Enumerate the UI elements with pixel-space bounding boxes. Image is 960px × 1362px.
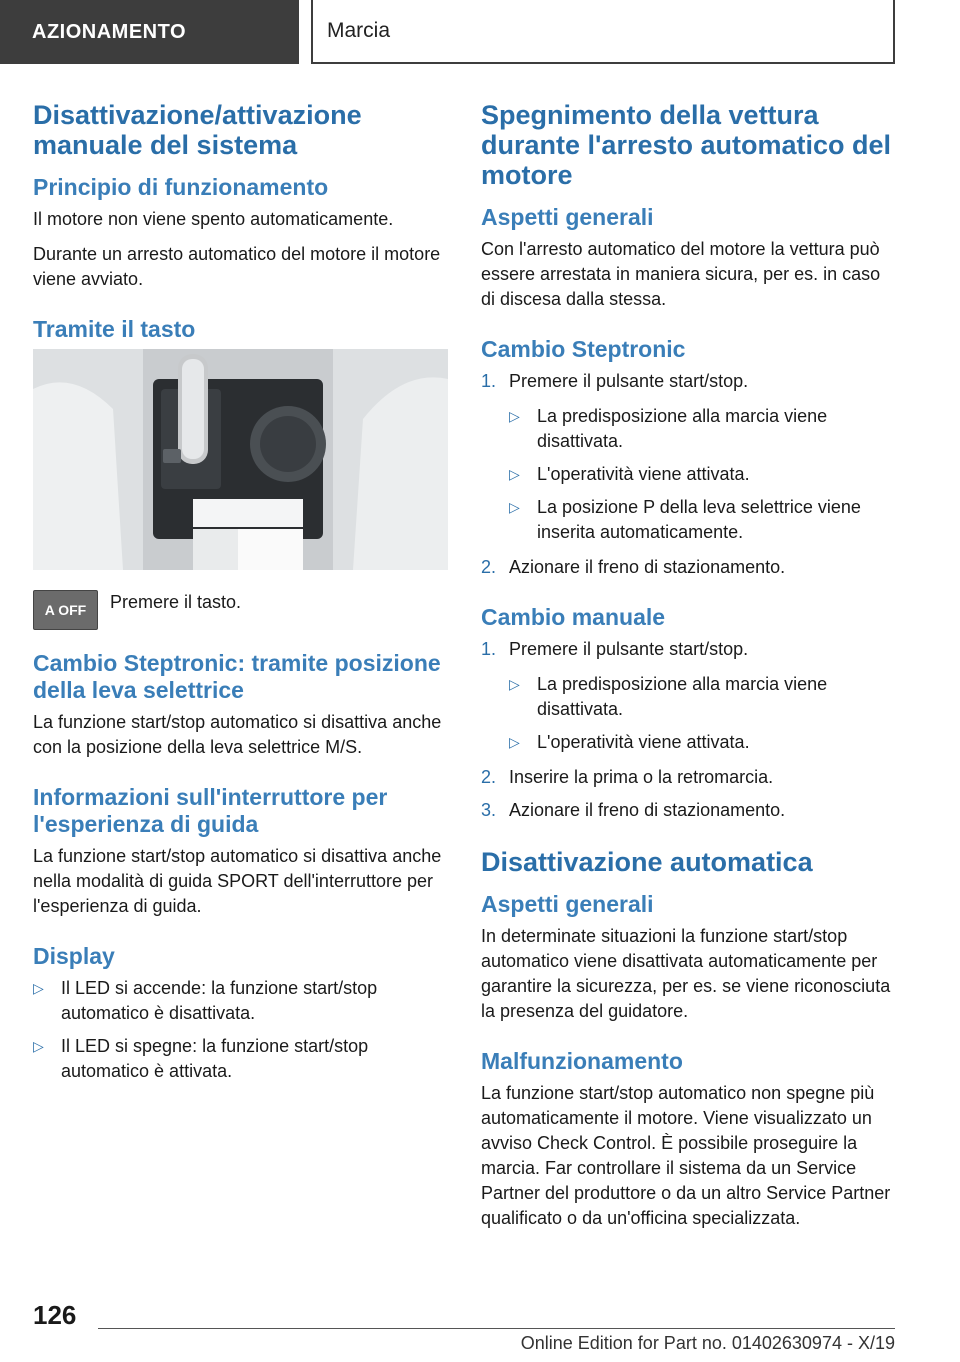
heading-disattivazione-automatica: Disattivazione automatica [481, 847, 813, 877]
auto-start-stop-off-icon: A OFF [33, 590, 98, 630]
heading-tramite-tasto: Tramite il tasto [33, 316, 196, 342]
heading-spegnimento-vettura: Spegnimento della vettura durante l'arresto automatico del motore [481, 100, 892, 190]
paragraph: Con l'arresto automatico del motore la vettura può essere arrestata in maniera sicura, per es. in caso di discesa dalla stessa. [481, 239, 881, 309]
chapter-tab [311, 0, 895, 64]
list-item: 1. Premere il pulsante start/stop. [481, 371, 749, 391]
footer-edition: Online Edition for Part no. 01402630974 - X/19 [520, 1333, 895, 1353]
heading-cambio-steptronic: Cambio Steptronic [481, 336, 686, 362]
steptronic-steps-2 [481, 555, 895, 580]
list-item: 2. Inserire la prima o la retromarcia. [481, 767, 774, 787]
triangle-bullet-icon: ▷ [33, 980, 44, 996]
paragraph: La funzione start/stop automatico non spegne più automaticamente il motore. Viene visualizzato un avviso Check Control. È possibile proseguire la marcia. Far controllare il sistema da un Service Partner del produttore o da un altro Service Partner qualificato o da un'officina specializzata. [481, 1083, 891, 1228]
list-item: ▷ La predisposizione alla marcia viene disattivata. [509, 404, 895, 454]
list-item: ▷ La posizione P della leva selettrice viene inserita automaticamente. [509, 495, 895, 545]
heading-cambio-manuale: Cambio manuale [481, 604, 666, 630]
display-list [33, 976, 448, 1084]
triangle-bullet-icon: ▷ [509, 734, 520, 750]
console-photo [33, 349, 448, 570]
heading-aspetti-generali: Aspetti generali [481, 204, 654, 230]
paragraph: In determinate situazioni la funzione start/stop automatico viene disattivata automaticamente per garantire la sicurezza, per es. se viene riconosciuta la presenza del guidatore. [481, 926, 891, 1021]
paragraph: La funzione start/stop automatico si disattiva anche nella modalità di guida SPORT dell'interruttore per l'esperienza di guida. [33, 846, 442, 916]
left-column [33, 100, 448, 1094]
list-item: ▷ La predisposizione alla marcia viene disattivata. [509, 672, 895, 722]
paragraph: Il motore non viene spento automaticamente. [33, 209, 394, 229]
triangle-bullet-icon: ▷ [509, 499, 520, 515]
list-item: 3. Azionare il freno di stazionamento. [481, 800, 786, 820]
button-instruction [33, 590, 448, 630]
section-title: AZIONAMENTO [32, 20, 187, 43]
triangle-bullet-icon: ▷ [33, 1038, 44, 1054]
section-tab [0, 0, 299, 64]
chapter-title: Marcia [327, 19, 391, 42]
heading-display: Display [33, 943, 115, 969]
heading-aspetti-generali-2: Aspetti generali [481, 891, 654, 917]
heading-malfunzionamento: Malfunzionamento [481, 1048, 683, 1074]
list-item: ▷ Il LED si spegne: la funzione start/stop automatico è attivata. [33, 1034, 448, 1084]
heading-principio: Principio di funzionamento [33, 174, 329, 200]
triangle-bullet-icon: ▷ [509, 466, 520, 482]
paragraph: Durante un arresto automatico del motore il motore viene avviato. [33, 244, 441, 289]
paragraph: La funzione start/stop automatico si disattiva anche con la posizione della leva selettrice M/S. [33, 712, 442, 757]
caption: Premere il tasto. [110, 592, 242, 612]
list-item: ▷ L'operatività viene attivata. [509, 462, 895, 487]
heading-steptronic-leva: Cambio Steptronic: tramite posizione della leva selettrice [33, 650, 441, 703]
list-item: ▷ Il LED si accende: la funzione start/stop automatico è disattivata. [33, 976, 448, 1026]
steptronic-substeps [509, 404, 895, 545]
heading-disattivazione-manuale: Disattivazione/attivazione manuale del sistema [33, 100, 362, 160]
list-item: 2. Azionare il freno di stazionamento. [481, 557, 786, 577]
list-item: 1. Premere il pulsante start/stop. [481, 639, 749, 659]
right-column [481, 100, 895, 1241]
steptronic-steps [481, 369, 895, 394]
page-number: 126 [33, 1300, 77, 1330]
list-item: ▷ L'operatività viene attivata. [509, 730, 895, 755]
triangle-bullet-icon: ▷ [509, 408, 520, 424]
footer-divider [98, 1328, 895, 1329]
manuale-steps [481, 637, 895, 662]
triangle-bullet-icon: ▷ [509, 676, 520, 692]
manuale-substeps [509, 672, 895, 755]
heading-interruttore-esperienza: Informazioni sull'interruttore per l'esperienza di guida [33, 784, 388, 837]
gear-selector-illustration [33, 349, 448, 570]
manuale-steps-2 [481, 765, 895, 823]
